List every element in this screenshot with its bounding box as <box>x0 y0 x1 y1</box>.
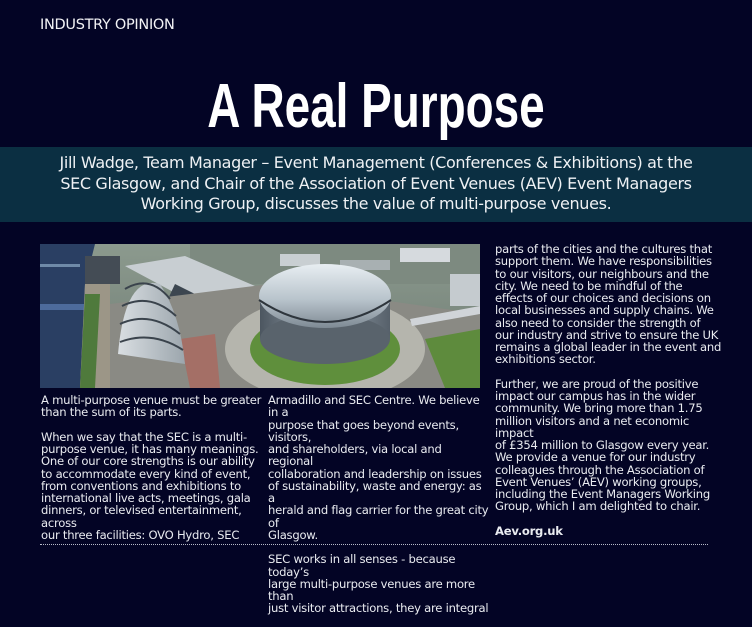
text-line: from conventions and exhibitions to <box>41 478 242 493</box>
text-line: dinners, or televised entertainment, across <box>41 503 242 530</box>
text-line: purpose that goes beyond events, visitors, <box>268 417 459 444</box>
article-column-3 <box>495 243 725 549</box>
bridge <box>40 264 80 267</box>
text-line: to our visitors, our neighbours and the <box>495 266 709 281</box>
paragraph <box>41 431 269 541</box>
text-line: collaboration and leadership on issues <box>268 466 482 481</box>
text-line: remains a global leader in the event and <box>495 340 722 354</box>
text-line: When we say that the SEC is a multi- <box>41 429 247 444</box>
article-column-2 <box>268 394 490 627</box>
text-line: exhibitions sector. <box>495 352 596 367</box>
text-line: our three facilities: OVO Hydro, SEC <box>41 527 240 542</box>
text-line: Armadillo and SEC Centre. We believe in a <box>268 393 480 420</box>
text-line: also need to consider the strength of <box>495 315 701 330</box>
paragraph <box>495 243 725 366</box>
text-line: city. We need to be mindful of the <box>495 278 683 293</box>
text-line: Further, we are proud of the positive <box>495 376 699 391</box>
text-line: Glasgow. <box>268 527 318 542</box>
text-line: just visitor attractions, they are integral <box>268 601 489 616</box>
text-line: Event Venues’ (AEV) working groups, <box>495 474 702 489</box>
city-building <box>400 248 450 262</box>
text-line: colleagues through the Association of <box>495 462 705 477</box>
text-line: including the Event Managers Working <box>495 487 710 501</box>
text-line: international live acts, meetings, gala <box>41 491 251 505</box>
standfirst-line: Jill Wadge, Team Manager – Event Management (Conferences & Exhibitions) at the <box>59 153 693 172</box>
article-title-text: A Real Purpose <box>207 72 545 141</box>
standfirst-band <box>0 147 752 222</box>
text-line: than the sum of its parts. <box>41 405 182 420</box>
glass-building <box>85 256 120 284</box>
text-line: We provide a venue for our industry <box>495 450 696 465</box>
section-label: INDUSTRY OPINION <box>40 17 175 33</box>
text-line: to accommodate every kind of event, <box>41 466 251 481</box>
text-line: SEC works in all senses - because today’s <box>268 552 456 579</box>
standfirst-line: SEC Glasgow, and Chair of the Association of Event Venues (AEV) Event Managers <box>60 173 692 193</box>
article-column-1 <box>41 394 269 553</box>
text-line: local businesses and supply chains. We <box>495 303 714 318</box>
text-line: impact our campus has in the wider <box>495 389 696 403</box>
paragraph <box>268 553 490 614</box>
dotted-divider <box>40 544 708 545</box>
text-line: our industry and strive to ensure the UK <box>495 327 719 342</box>
article-title <box>0 72 752 142</box>
text-line: effects of our choices and decisions on <box>495 291 711 305</box>
bridge <box>40 304 85 310</box>
text-line: purpose venue, it has many meanings. <box>41 442 259 456</box>
text-line: of sustainability, waste and energy: as a <box>268 478 482 505</box>
text-line: One of our core strengths is our ability <box>41 454 255 469</box>
text-line: and shareholders, via local and regional <box>268 442 442 469</box>
paragraph <box>495 378 725 513</box>
text-line: Group, which I am delighted to chair. <box>495 499 701 514</box>
text-line: herald and flag carrier for the great city of <box>268 503 489 530</box>
city-building <box>280 254 320 266</box>
text-line: million visitors and a net economic impact <box>495 413 689 440</box>
paragraph <box>268 394 490 541</box>
building-right <box>450 274 480 306</box>
standfirst-text <box>0 147 752 215</box>
text-line: community. We bring more than 1.75 <box>495 401 703 416</box>
standfirst-line: Working Group, discusses the value of multi-purpose venues. <box>140 194 612 213</box>
text-line: support them. We have responsibilities <box>495 254 712 269</box>
text-line: parts of the cities and the cultures that <box>495 242 713 256</box>
venue-aerial-photo <box>40 244 480 388</box>
text-line: of £354 million to Glasgow every year. <box>495 438 710 452</box>
paragraph <box>41 394 269 419</box>
venue-photo-illustration <box>40 244 480 388</box>
text-line: A multi-purpose venue must be greater <box>41 393 262 407</box>
text-line: large multi-purpose venues are more than <box>268 576 475 603</box>
aev-website-link[interactable]: Aev.org.uk <box>495 523 563 538</box>
